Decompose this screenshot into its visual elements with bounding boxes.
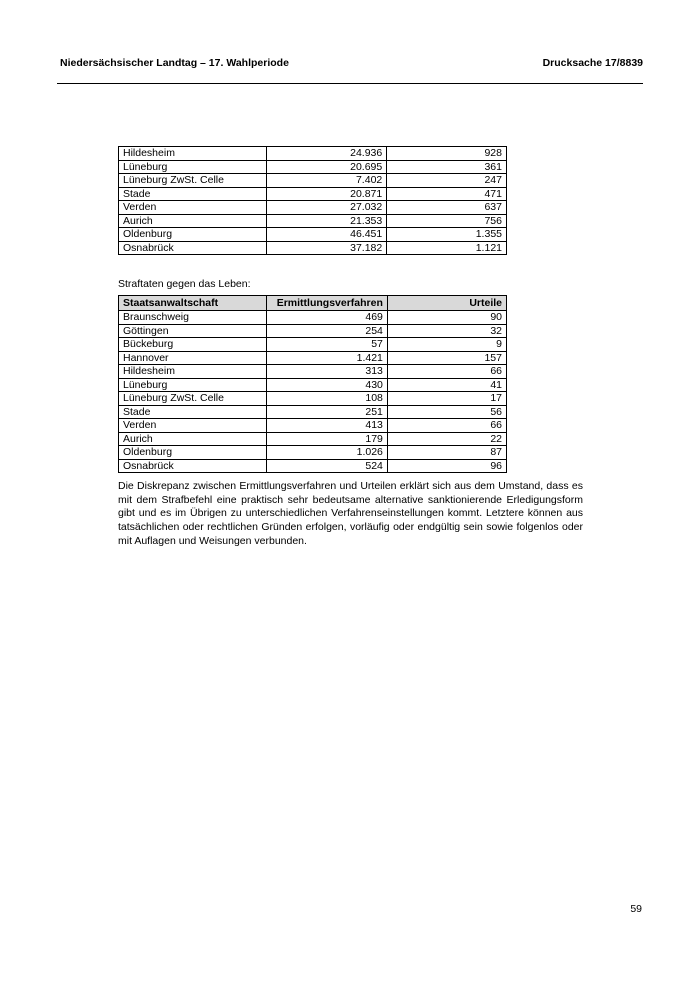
table-header-row bbox=[119, 296, 507, 311]
table-cell: 7.402 bbox=[267, 174, 387, 188]
table-cell: 313 bbox=[267, 365, 388, 379]
table-cell: Lüneburg bbox=[119, 378, 267, 392]
table-cell: 56 bbox=[387, 405, 506, 419]
column-header-investigations: Ermittlungsverfahren bbox=[267, 296, 388, 311]
table-cell: Braunschweig bbox=[119, 311, 267, 325]
table-cell: Hildesheim bbox=[119, 365, 267, 379]
table-row bbox=[119, 419, 507, 433]
table-cell: 1.121 bbox=[387, 241, 507, 255]
table-cell: 20.871 bbox=[267, 187, 387, 201]
table-row bbox=[119, 324, 507, 338]
table-cell: Stade bbox=[119, 405, 267, 419]
table-cell: 157 bbox=[387, 351, 506, 365]
table-cell: 430 bbox=[267, 378, 388, 392]
table-cell: Verden bbox=[119, 201, 267, 215]
table-cell: 90 bbox=[387, 311, 506, 325]
table-row bbox=[119, 351, 507, 365]
table-cell: 66 bbox=[387, 365, 506, 379]
table-cell: 66 bbox=[387, 419, 506, 433]
table-row bbox=[119, 432, 507, 446]
table-cell: 524 bbox=[267, 459, 388, 473]
table-cell: 57 bbox=[267, 338, 388, 352]
table-cell: 469 bbox=[267, 311, 388, 325]
table-cell: 756 bbox=[387, 214, 507, 228]
table-row bbox=[119, 214, 507, 228]
header-divider bbox=[57, 83, 643, 84]
table-row bbox=[119, 392, 507, 406]
table-row bbox=[119, 446, 507, 460]
table-cell: 87 bbox=[387, 446, 506, 460]
table-row bbox=[119, 378, 507, 392]
table-row bbox=[119, 241, 507, 255]
table-row bbox=[119, 459, 507, 473]
table-cell: 361 bbox=[387, 160, 507, 174]
document-title: Niedersächsischer Landtag – 17. Wahlperiode bbox=[60, 57, 289, 69]
table-cell: 247 bbox=[387, 174, 507, 188]
table-cell: Osnabrück bbox=[119, 241, 267, 255]
table-row bbox=[119, 311, 507, 325]
table-cell: 179 bbox=[267, 432, 388, 446]
table-cell: Göttingen bbox=[119, 324, 267, 338]
table-cell: 108 bbox=[267, 392, 388, 406]
table-row bbox=[119, 174, 507, 188]
table-cell: Bückeburg bbox=[119, 338, 267, 352]
column-header-verdicts: Urteile bbox=[387, 296, 506, 311]
table-cell: 21.353 bbox=[267, 214, 387, 228]
table-cell: Oldenburg bbox=[119, 446, 267, 460]
table-cell: 1.421 bbox=[267, 351, 388, 365]
table-cell: 24.936 bbox=[267, 147, 387, 161]
table-cell: 413 bbox=[267, 419, 388, 433]
table-cell: Stade bbox=[119, 187, 267, 201]
table-cell: Hildesheim bbox=[119, 147, 267, 161]
section-label: Straftaten gegen das Leben: bbox=[118, 278, 251, 290]
table-cell: Oldenburg bbox=[119, 228, 267, 242]
table-cell: 9 bbox=[387, 338, 506, 352]
table-row bbox=[119, 187, 507, 201]
table-cell: Osnabrück bbox=[119, 459, 267, 473]
table-cell: 1.026 bbox=[267, 446, 388, 460]
table-row bbox=[119, 201, 507, 215]
table-cell: Hannover bbox=[119, 351, 267, 365]
table-cell: 20.695 bbox=[267, 160, 387, 174]
table-row bbox=[119, 365, 507, 379]
table-row bbox=[119, 405, 507, 419]
table-cell: Lüneburg bbox=[119, 160, 267, 174]
document-number: Drucksache 17/8839 bbox=[542, 57, 643, 69]
explanation-paragraph: Die Diskrepanz zwischen Ermittlungsverfahren und Urteilen erklärt sich aus dem Umstand, dass es mit dem Strafbefehl eine praktisch sehr bedeutsame alternative sanktionierende Erledigungsform gibt und es im Übrigen zu unterschiedlichen Verfahrenseinstellungen kommt. Letztere können aus tatsächlichen oder rechtlichen Gründen erfolgen, vorläufig oder endgültig sein sowie folgenlos oder mit Auflagen und Weisungen verbunden. bbox=[118, 480, 583, 547]
table-row bbox=[119, 160, 507, 174]
table-continued bbox=[118, 146, 507, 255]
table-cell: Lüneburg ZwSt. Celle bbox=[119, 174, 267, 188]
table-cell: 37.182 bbox=[267, 241, 387, 255]
column-header-prosecutor: Staatsanwaltschaft bbox=[119, 296, 267, 311]
table-cell: Aurich bbox=[119, 432, 267, 446]
table-cell: 17 bbox=[387, 392, 506, 406]
table-cell: Lüneburg ZwSt. Celle bbox=[119, 392, 267, 406]
table-cell: Aurich bbox=[119, 214, 267, 228]
table-cell: 96 bbox=[387, 459, 506, 473]
table-cell: 251 bbox=[267, 405, 388, 419]
table-cell: 254 bbox=[267, 324, 388, 338]
table-cell: 637 bbox=[387, 201, 507, 215]
table-cell: 41 bbox=[387, 378, 506, 392]
table-row bbox=[119, 228, 507, 242]
table-cell: 1.355 bbox=[387, 228, 507, 242]
table-cell: 471 bbox=[387, 187, 507, 201]
table-cell: 46.451 bbox=[267, 228, 387, 242]
page-number: 59 bbox=[630, 903, 642, 915]
table-cell: 22 bbox=[387, 432, 506, 446]
table-row bbox=[119, 338, 507, 352]
table-cell: Verden bbox=[119, 419, 267, 433]
table-cell: 27.032 bbox=[267, 201, 387, 215]
table-crimes-against-life bbox=[118, 295, 507, 473]
table-cell: 32 bbox=[387, 324, 506, 338]
table-row bbox=[119, 147, 507, 161]
table-cell: 928 bbox=[387, 147, 507, 161]
